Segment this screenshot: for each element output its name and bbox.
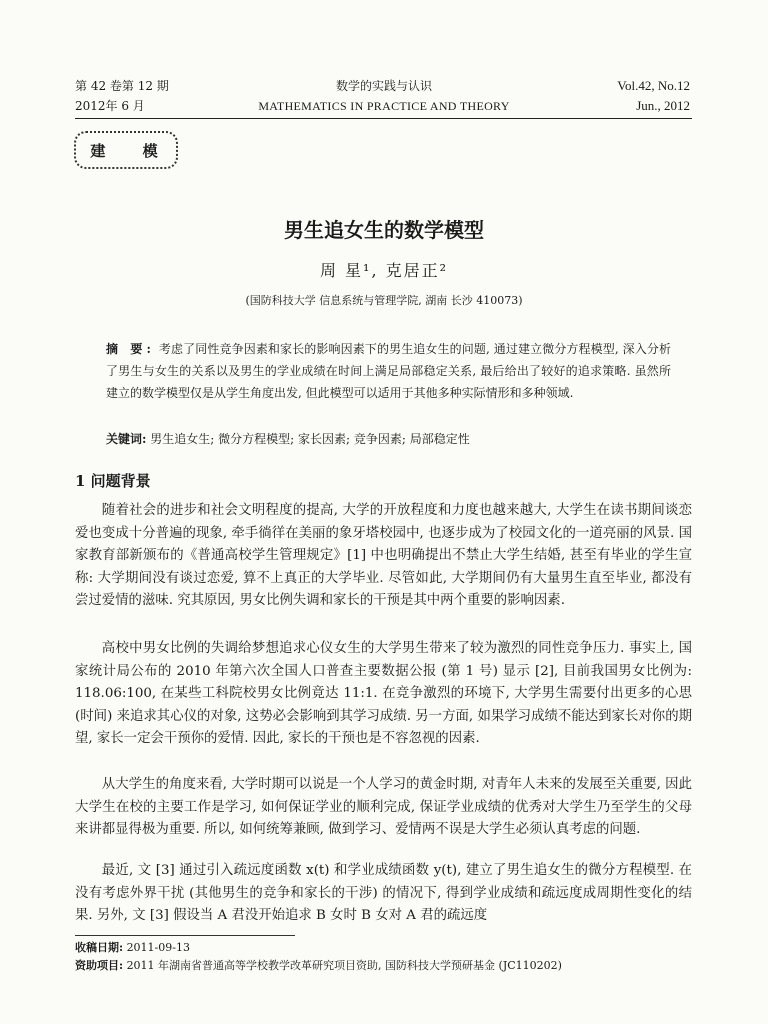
keywords-text: 男生追女生; 微分方程模型; 家长因素; 竞争因素; 局部稳定性 [150,432,470,446]
journal-title-en: MATHEMATICS IN PRACTICE AND THEORY [258,99,510,113]
date-en: Jun., 2012 [636,98,690,113]
keywords-label: 关键词: [106,432,147,446]
volume-cn: 第 42 卷第 12 期 [75,79,169,93]
abstract-label: 摘 要: [106,342,155,356]
received-label: 收稿日期: [75,941,124,954]
header-rule [75,118,692,119]
authors: 周 星¹, 克居正² [319,261,449,280]
volume-en: Vol.42, No.12 [617,78,690,93]
journal-title-cn: 数学的实践与认识 [335,79,432,93]
paper-title: 男生追女生的数学模型 [284,218,484,242]
abstract [106,338,671,404]
affiliation: (国防科技大学 信息系统与管理学院, 湖南 长沙 410073) [245,294,523,307]
paragraph-3: 从大学生的角度来看, 大学时期可以说是一个人学习的黄金时期, 对青年人未来的发展至关重要, 因此大学生在校的主要工作是学习, 如何保证学业的顺利完成, 保证学业成绩的优秀对大学生乃至学生的父母来讲都显得极为重要. 所以, 如何统筹兼顾, 做到学习、爱情两不误是大学生必须认真考虑的问题. [75,777,692,838]
section-heading: 1 问题背景 [75,472,151,490]
abstract-text: 考虑了同性竞争因素和家长的影响因素下的男生追女生的问题, 通过建立微分方程模型, 深入分析了男生与女生的关系以及男生的学业成绩在时间上满足局部稳定关系, 最后给出了较好的追求策略. 虽然所建立的数学模型仅是从学生角度出发, 但此模型可以适用于其他多种实际情形和多种领域. [106,342,671,400]
footnote-received [75,939,190,956]
date-cn: 2012年 6 月 [75,99,145,113]
header-right [617,76,690,116]
funding-label: 资助项目: [75,959,124,972]
received-date: 2011-09-13 [126,941,190,954]
funding-text: 2011 年湖南省普通高等学校教学改革研究项目资助, 国防科技大学预研基金 (JC110202) [126,959,562,972]
footnote-funding [75,957,562,974]
paragraph-1: 随着社会的进步和社会文明程度的提高, 大学的开放程度和力度也越来越大, 大学生在读书期间谈恋爱也变成十分普遍的现象, 牵手徜徉在美丽的象牙塔校园中, 也逐步成为了校园文化的一道亮丽的风景. 国家教育部新颁布的《普通高校学生管理规定》[1] 中也明确提出不禁止大学生结婚, 甚至有毕业的学生宣称: 大学期间没有谈过恋爱, 算不上真正的大学毕业. 尽管如此, 大学期间仍有大量男生直至毕业, 都没有尝过爱情的滋味. 究其原因, 男女比例失调和家长的干预是其中两个重要的影响因素. [75,503,692,609]
keywords [106,430,671,447]
paragraph-2: 高校中男女比例的失调给梦想追求心仪女生的大学男生带来了较为激烈的同性竞争压力. 事实上, 国家统计局公布的 2010 年第六次全国人口普查主要数据公报 (第 1 号) 显示 [2], 目前我国男女比例为: 118.06:100, 在某些工科院校男女比例竟达 11:1. 在竞争激烈的环境下, 大学男生需要付出更多的心思 (时间) 来追求其心仪的对象, 这势必会影响到其学习成绩. 另一方面, 如果学习成绩不能达到家长对你的期望, 家长一定会干预你的爱情. 因此, 家长的干预也是不容忽视的因素. [75,641,692,747]
paragraph-4: 最近, 文 [3] 通过引入疏远度函数 x(t) 和学业成绩函数 y(t), 建立了男生追女生的微分方程模型. 在没有考虑外界干扰 (其他男生的竞争和家长的干涉) 的情况下, 得到学业成绩和疏远度成周期性变化的结果. 另外, 文 [3] 假设当 A 君没开始追求 B 女时 B 女对 A 君的疏远度 [75,863,692,924]
column-label: 建 模 [74,131,178,169]
footnote-rule [75,935,295,936]
